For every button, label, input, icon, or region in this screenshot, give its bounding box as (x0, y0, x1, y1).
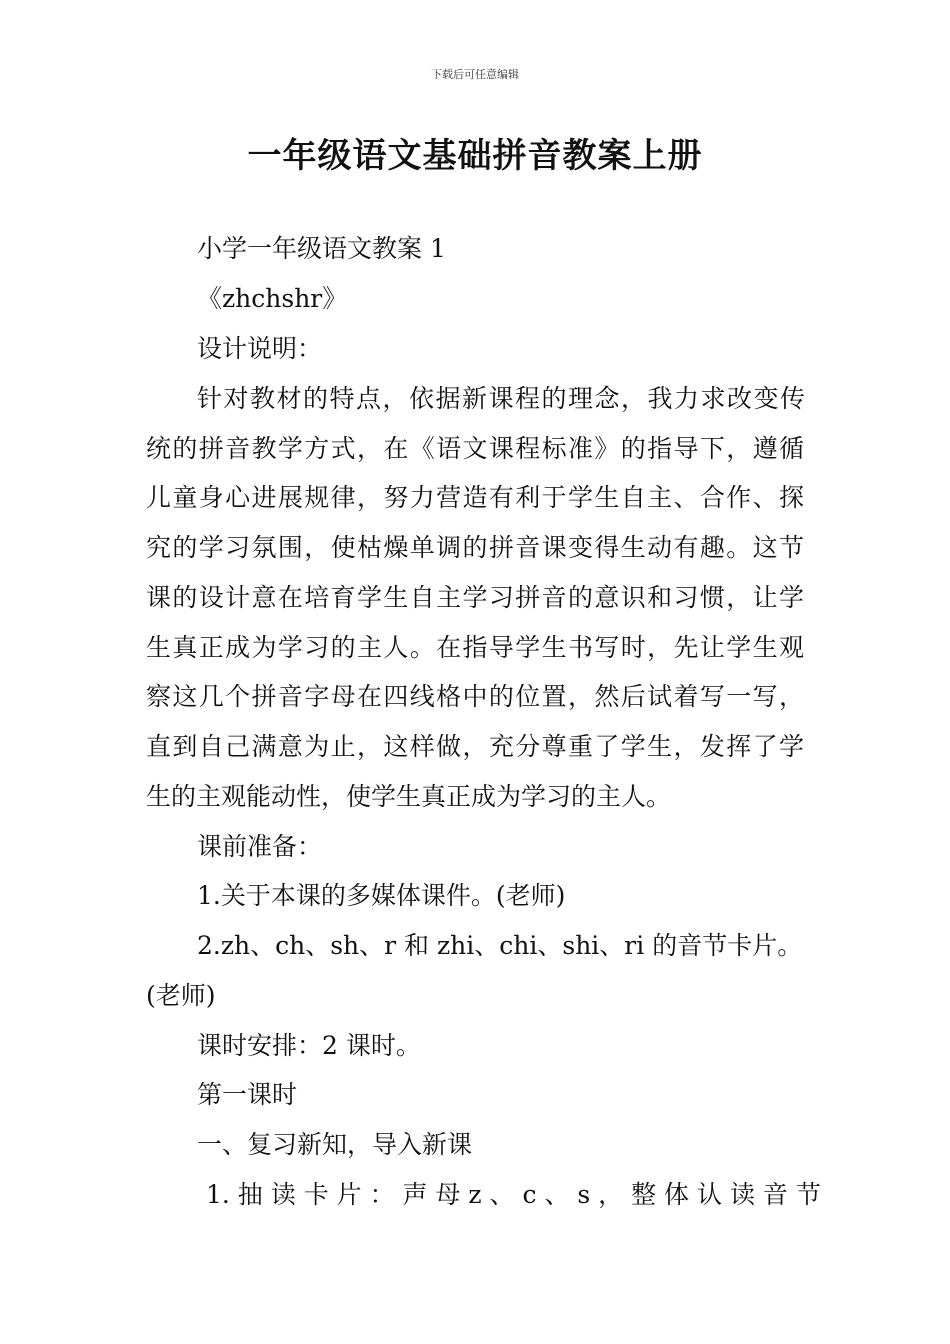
paragraph-line: 儿童身心进展规律，努力营造有利于学生自主、合作、探 (146, 483, 804, 512)
paragraph-line: 察这几个拼音字母在四线格中的位置，然后试着写一写， (146, 682, 804, 711)
paragraph-line: 直到自己满意为止，这样做，充分尊重了学生，发挥了学 (146, 732, 804, 761)
paragraph-line: 生真正成为学习的主人。在指导学生书写时，先让学生观 (146, 633, 804, 662)
paragraph-line: 生的主观能动性，使学生真正成为学习的主人。 (146, 782, 672, 811)
lesson-name: 《zhchshr》 (197, 284, 348, 313)
section-heading: 小学一年级语文教案 1 (197, 234, 446, 263)
design-notes-heading: 设计说明： (197, 334, 323, 363)
preparation-item-continued: (老师) (146, 981, 216, 1010)
lesson-period-heading: 第一课时 (197, 1080, 298, 1109)
paragraph-line: 课的设计意在培育学生自主学习拼音的意识和习惯，让学 (146, 583, 804, 612)
preparation-item: 1.关于本课的多媒体课件。(老师) (197, 881, 566, 910)
document-title: 一年级语文基础拼音教案上册 (247, 136, 703, 176)
page-header-note: 下载后可任意编辑 (431, 68, 519, 81)
paragraph-line: 统的拼音教学方式，在《语文课程标准》的指导下，遵循 (146, 434, 804, 463)
schedule-line: 课时安排：2 课时。 (197, 1031, 421, 1060)
step-item: 1. 抽 读 卡 片 ： 声 母 z 、 c 、 s ， 整 体 认 读 音 节 (206, 1180, 821, 1209)
preparation-heading: 课前准备： (197, 832, 323, 861)
preparation-item: 2.zh、ch、sh、r 和 zhi、chi、shi、ri 的音节卡片。 (197, 931, 803, 960)
step-heading: 一、复习新知，导入新课 (197, 1130, 473, 1159)
paragraph-line: 针对教材的特点，依据新课程的理念，我力求改变传 (197, 384, 805, 413)
paragraph-line: 究的学习氛围，使枯燥单调的拼音课变得生动有趣。这节 (146, 533, 804, 562)
